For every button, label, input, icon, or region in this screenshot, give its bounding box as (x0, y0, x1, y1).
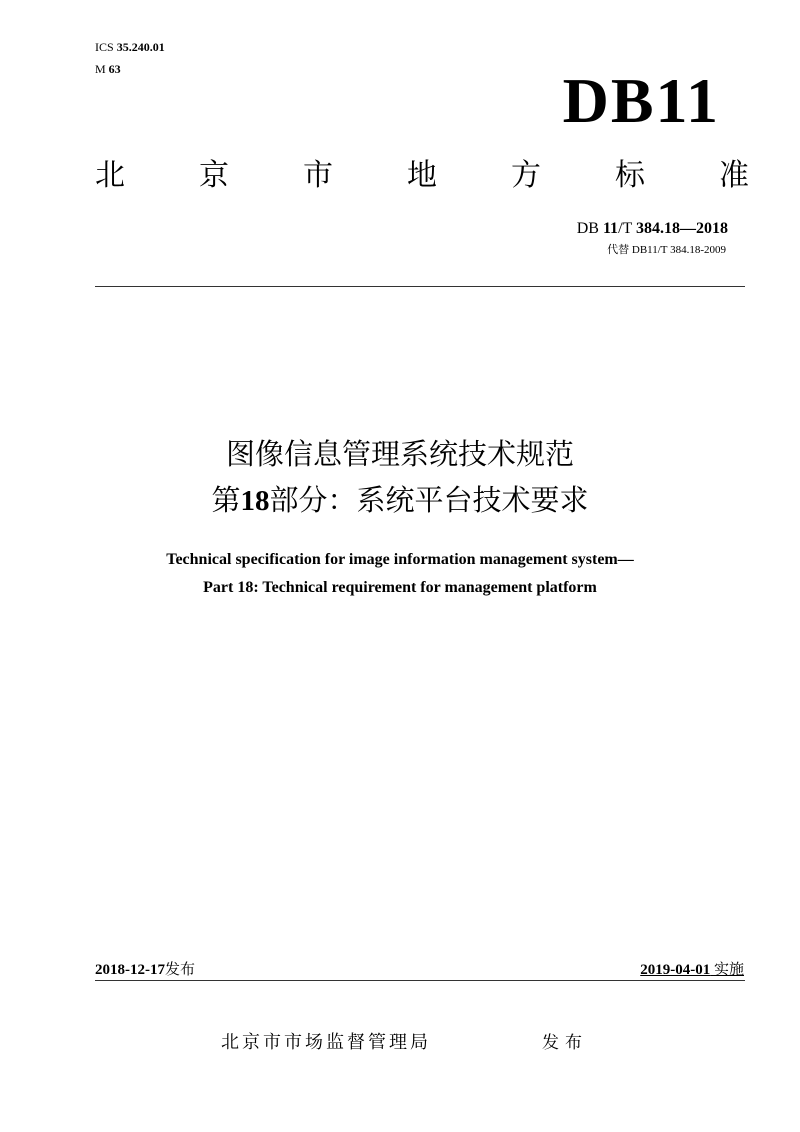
top-divider (95, 286, 745, 287)
title-prefix: 第 (211, 483, 241, 517)
english-title-line-2: Part 18: Technical requirement for management platform (203, 579, 597, 596)
ics-label: ICS (95, 40, 114, 54)
bottom-divider (95, 980, 745, 981)
standard-region: 11 (602, 220, 619, 237)
standard-type-char: 方 (511, 158, 541, 193)
standard-type-char: 地 (407, 158, 437, 193)
ccs-code-line (95, 62, 121, 76)
chinese-title-line-2 (0, 480, 800, 521)
implementation-date: 2019-04-01 (640, 962, 711, 978)
part-number: 18 (240, 485, 270, 517)
issue-date: 2018-12-17 (95, 962, 165, 978)
implementation-label: 实施 (713, 960, 744, 978)
chinese-title-line-1: 图像信息管理系统技术规范 (225, 437, 574, 471)
issue-label: 发布 (165, 960, 196, 978)
issue-date-line (95, 958, 195, 981)
standard-slash: /T (618, 220, 632, 237)
standard-number (577, 219, 728, 239)
standard-prefix: DB (576, 220, 599, 237)
ccs-code: 63 (108, 62, 121, 76)
ics-code-line (95, 40, 165, 54)
english-title-line-1: Technical specification for image information management system— (166, 551, 634, 568)
replaces-note: 代替 DB11/T 384.18-2009 (607, 244, 726, 256)
title-suffix: 部分：系统平台技术要求 (269, 483, 589, 517)
standard-type-char: 市 (303, 158, 333, 193)
db11-logo: DB11 (562, 65, 720, 136)
standard-type-title (95, 158, 749, 194)
standard-type-char: 标 (615, 158, 645, 193)
ccs-label: M (95, 62, 106, 76)
standard-type-char: 京 (199, 158, 229, 193)
publisher-name: 北京市市场监督管理局 (221, 1032, 431, 1053)
ics-code: 35.240.01 (116, 40, 165, 54)
standard-type-char: 北 (95, 158, 125, 193)
standard-number-value: 384.18—2018 (636, 220, 728, 237)
publish-label: 发布 (542, 1033, 588, 1053)
standard-type-char: 准 (719, 158, 749, 193)
implementation-date-line (640, 958, 744, 981)
